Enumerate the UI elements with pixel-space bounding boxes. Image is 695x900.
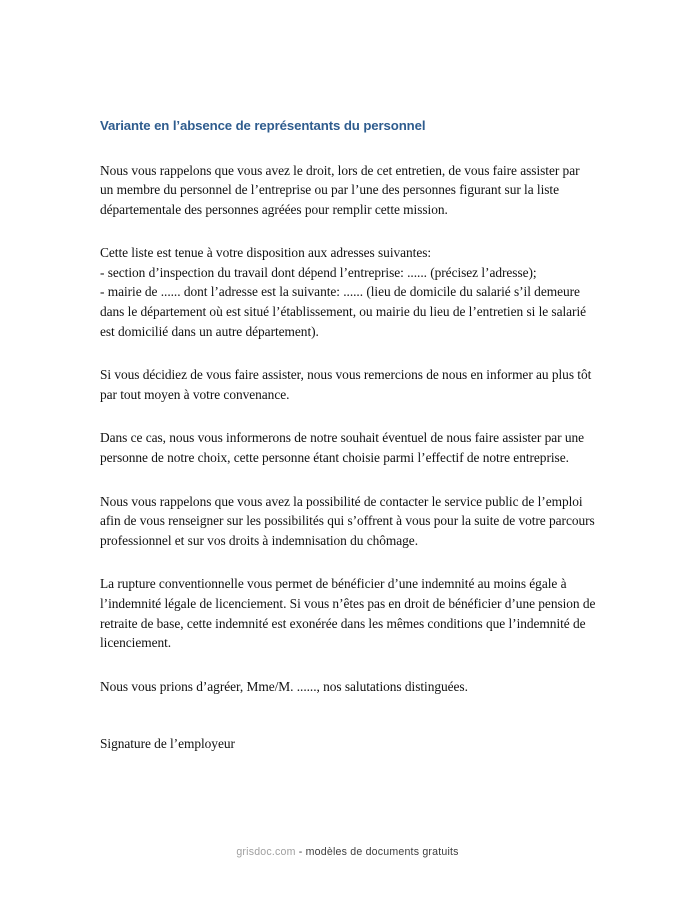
address-list-intro: Cette liste est tenue à votre disposition aux adresses suivantes: xyxy=(100,245,432,261)
page-footer xyxy=(0,846,695,858)
signature-spacer xyxy=(100,720,596,734)
paragraph-notify-decision: Si vous décidiez de vous faire assister, nous vous remercions de nous en informer au plus tôt par tout moyen à votre convenance. xyxy=(100,367,592,402)
signature-line: Signature de l’employeur xyxy=(100,736,235,752)
paragraph-severance-indemnity: La rupture conventionnelle vous permet de bénéficier d’une indemnité au moins égale à l’indemnité légale de licenciement. Si vous n’êtes pas en droit de bénéficier d’une pension de retraite de base, cette indemnité est exonérée dans les mêmes conditions que l’indemnité de licenciement. xyxy=(100,576,596,651)
footer-brand: grisdoc.com xyxy=(236,846,296,858)
footer-tagline: - modèles de documents gratuits xyxy=(295,846,459,858)
page-title: Variante en l’absence de représentants du personnel xyxy=(100,118,426,133)
paragraph-employer-assistance: Dans ce cas, nous vous informerons de notre souhait éventuel de nous faire assister par une personne de notre choix, cette personne étant choisie parmi l’effectif de notre entreprise. xyxy=(100,430,585,466)
paragraph-closing-salutation: Nous vous prions d’agréer, Mme/M. ......, nos salutations distinguées. xyxy=(100,678,468,694)
address-list-item-mairie: - mairie de ...... dont l’adresse est la suivante: ...... (lieu de domicile du salarié s’il demeure dans le département où est situé l’établissement, ou mairie du lieu de l’entretien si le salarié est domicilié dans un autre département). xyxy=(100,284,587,339)
address-list-item-inspection: - section d’inspection du travail dont dépend l’entreprise: ...... (précisez l’adresse); xyxy=(100,264,537,280)
paragraph-public-employment-service: Nous vous rappelons que vous avez la possibilité de contacter le service public de l’emploi afin de vous renseigner sur les possibilités qui s’offrent à vous pour la suite de votre parcours professionnel et sur vos droits à indemnisation du chômage. xyxy=(100,493,595,548)
document-body xyxy=(100,118,596,754)
paragraph-assistance-rights: Nous vous rappelons que vous avez le droit, lors de cet entretien, de vous faire assister par un membre du personnel de l’entreprise ou par l’une des personnes figurant sur la liste départementale des personnes agréées pour remplir cette mission. xyxy=(100,162,580,217)
paragraph-address-list xyxy=(100,243,596,341)
